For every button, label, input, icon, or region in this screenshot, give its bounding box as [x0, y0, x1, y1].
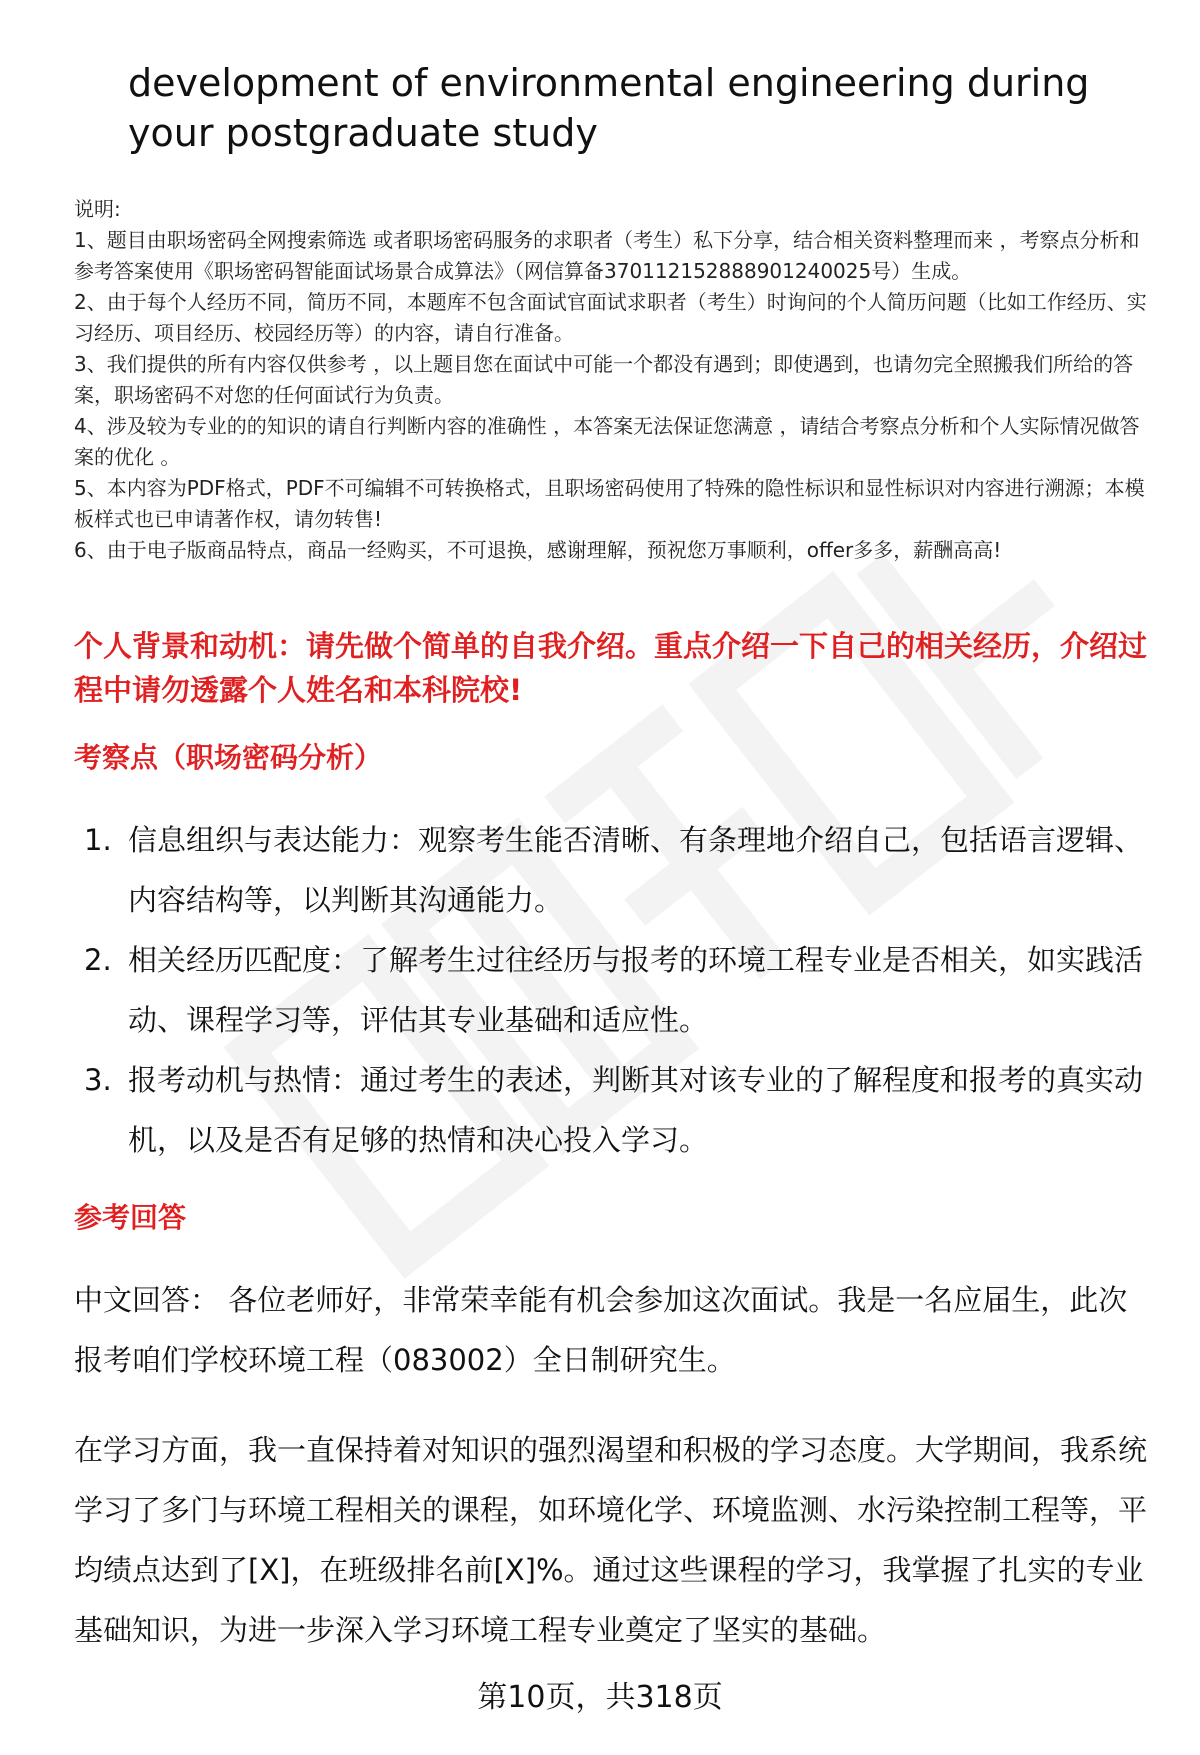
intro-heading: development of environmental engineering during your postgraduate study: [128, 61, 1090, 155]
analysis-title: 考察点（职场密码分析）: [74, 741, 383, 774]
notes-block: [74, 194, 1154, 566]
point-text: 信息组织与表达能力：观察考生能否清晰、有条理地介绍自己，包括语言逻辑、内容结构等，以判断其沟通能力。: [128, 823, 1144, 917]
point-number: 3.: [84, 1063, 112, 1097]
answer-paragraph: 中文回答： 各位老师好，非常荣幸能有机会参加这次面试。我是一名应届生，此次报考咱们学校环境工程（083002）全日制研究生。: [74, 1283, 1128, 1377]
note-item: 1、题目由职场密码全网搜索筛选 或者职场密码服务的求职者（考生）私下分享，结合相关资料整理而来 ，考察点分析和参考答案使用《职场密码智能面试场景合成算法》（网信算备370112152888901240025号）生成。: [74, 228, 1140, 283]
note-item: 2、由于每个人经历不同，简历不同，本题库不包含面试官面试求职者（考生）时询问的个人简历问题（比如工作经历、实习经历、项目经历、校园经历等）的内容，请自行准备。: [74, 290, 1147, 345]
answer-title: 参考回答: [74, 1201, 187, 1234]
note-item: 3、我们提供的所有内容仅供参考 ，以上题目您在面试中可能一个都没有遇到；即使遇到，也请勿完全照搬我们所给的答案，职场密码不对您的任何面试行为负责。: [74, 352, 1134, 407]
point-text: 报考动机与热情：通过考生的表述，判断其对该专业的了解程度和报考的真实动机，以及是否有足够的热情和决心投入学习。: [128, 1063, 1144, 1157]
point-number: 2.: [84, 943, 112, 977]
note-item: 4、涉及较为专业的的知识的请自行判断内容的准确性 ，本答案无法保证您满意 ，请结合考察点分析和个人实际情况做答案的优化 。: [74, 414, 1140, 469]
analysis-point: [84, 930, 1144, 1050]
page-footer: 第10页，共318页: [477, 1680, 723, 1715]
note-item: 5、本内容为PDF格式，PDF不可编辑不可转换格式，且职场密码使用了特殊的隐性标识和显性标识对内容进行溯源；本模板样式也已申请著作权，请勿转售!: [74, 476, 1145, 531]
analysis-points-list: [84, 810, 1144, 1170]
analysis-point: [84, 1050, 1144, 1170]
analysis-point: [84, 810, 1144, 930]
notes-title: 说明:: [74, 197, 121, 221]
point-number: 1.: [84, 823, 112, 857]
answer-paragraph: 在学习方面，我一直保持着对知识的强烈渴望和积极的学习态度。大学期间，我系统学习了多门与环境工程相关的课程，如环境化学、环境监测、水污染控制工程等，平均绩点达到了[X]，在班级排名前[X]%。通过这些课程的学习，我掌握了扎实的专业基础知识，为进一步深入学习环境工程专业奠定了坚实的基础。: [74, 1433, 1148, 1647]
note-item: 6、由于电子版商品特点，商品一经购买，不可退换，感谢理解，预祝您万事顺利，offer多多，薪酬高高!: [74, 538, 1002, 562]
question-heading: 个人背景和动机：请先做个简单的自我介绍。重点介绍一下自己的相关经历，介绍过程中请勿透露个人姓名和本科院校!: [74, 629, 1148, 707]
point-text: 相关经历匹配度：了解考生过往经历与报考的环境工程专业是否相关，如实践活动、课程学习等，评估其专业基础和适应性。: [128, 943, 1144, 1037]
